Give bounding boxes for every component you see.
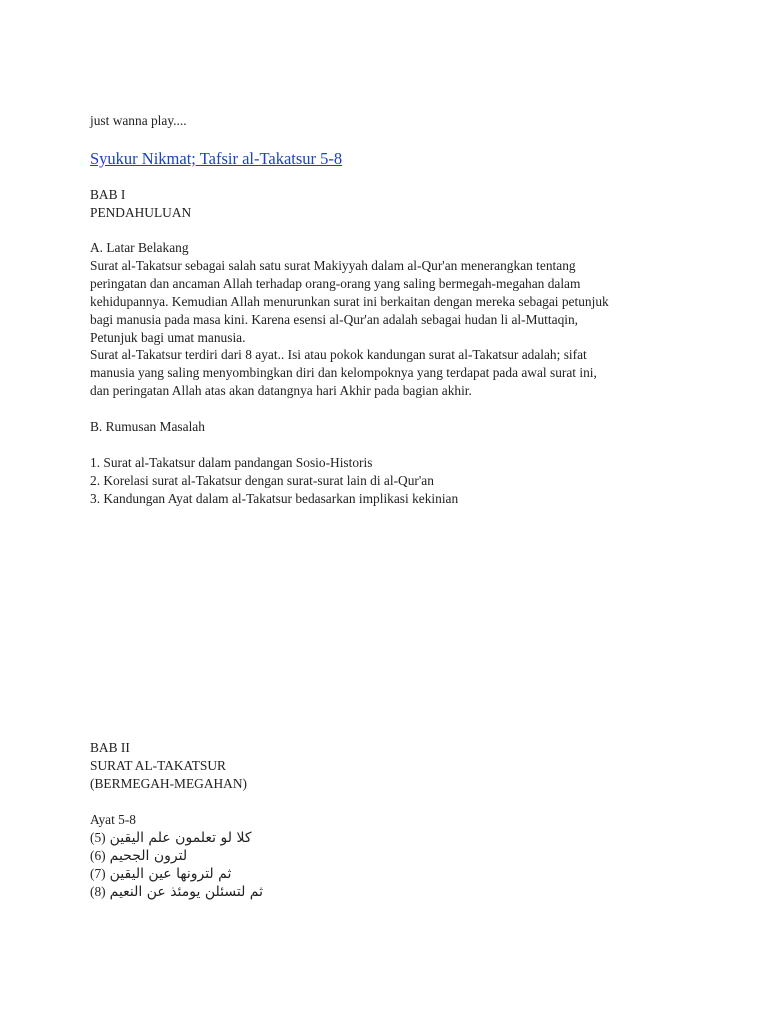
bab1-heading: BAB I (90, 187, 126, 202)
paragraph-line: manusia yang saling menyombingkan diri dan kelompoknya yang terdapat pada awal surat ini, (90, 365, 597, 380)
ayat-label: Ayat 5-8 (90, 812, 136, 827)
bab2-subheading: SURAT AL-TAKATSUR (90, 758, 226, 773)
bab2-subheading-2: (BERMEGAH-MEGAHAN) (90, 776, 247, 791)
list-item: 2. Korelasi surat al-Takatsur dengan surat-surat lain di al-Qur'an (90, 473, 434, 488)
paragraph-line: peringatan dan ancaman Allah terhadap orang-orang yang saling bermegah-megahan dalam (90, 276, 581, 291)
verse-line (90, 865, 231, 883)
verse-number: (7) (90, 866, 106, 881)
bab2-heading: BAB II (90, 740, 130, 755)
paragraph-line: kehidupannya. Kemudian Allah menurunkan surat ini berkaitan dengan mereka sebagai petunjuk (90, 294, 609, 309)
verse-number: (6) (90, 848, 106, 863)
verse-arabic-text: ثم لترونها عين اليقين (109, 866, 232, 882)
verse-line (90, 829, 251, 847)
bab1-subheading: PENDAHULUAN (90, 205, 192, 220)
verse-arabic-text: كلا لو تعلمون علم اليقين (109, 830, 252, 846)
paragraph-line: Surat al-Takatsur terdiri dari 8 ayat.. Isi atau pokok kandungan surat al-Takatsur adalah; sifat (90, 347, 587, 362)
verse-arabic-text: ثم لتسئلن يومئذ عن النعيم (109, 884, 264, 900)
post-title-link[interactable]: Syukur Nikmat; Tafsir al-Takatsur 5-8 (90, 149, 343, 168)
verse-number: (5) (90, 830, 106, 845)
list-item: 3. Kandungan Ayat dalam al-Takatsur bedasarkan implikasi kekinian (90, 491, 459, 506)
verse-line (90, 847, 187, 865)
verse-line (90, 883, 263, 901)
list-item: 1. Surat al-Takatsur dalam pandangan Sosio-Historis (90, 455, 373, 470)
intro-text: just wanna play.... (90, 113, 187, 128)
paragraph-line: Surat al-Takatsur sebagai salah satu surat Makiyyah dalam al-Qur'an menerangkan tentang (90, 258, 576, 273)
paragraph-line: dan peringatan Allah atas akan datangnya hari Akhir pada bagian akhir. (90, 383, 472, 398)
section-a-heading: A. Latar Belakang (90, 240, 189, 255)
verse-arabic-text: لترون الجحيم (109, 848, 188, 864)
verse-number: (8) (90, 884, 106, 899)
paragraph-line: bagi manusia pada masa kini. Karena esensi al-Qur'an adalah sebagai hudan li al-Muttaqin, (90, 312, 579, 327)
section-b-heading: B. Rumusan Masalah (90, 419, 205, 434)
paragraph-line: Petunjuk bagi umat manusia. (90, 330, 246, 345)
